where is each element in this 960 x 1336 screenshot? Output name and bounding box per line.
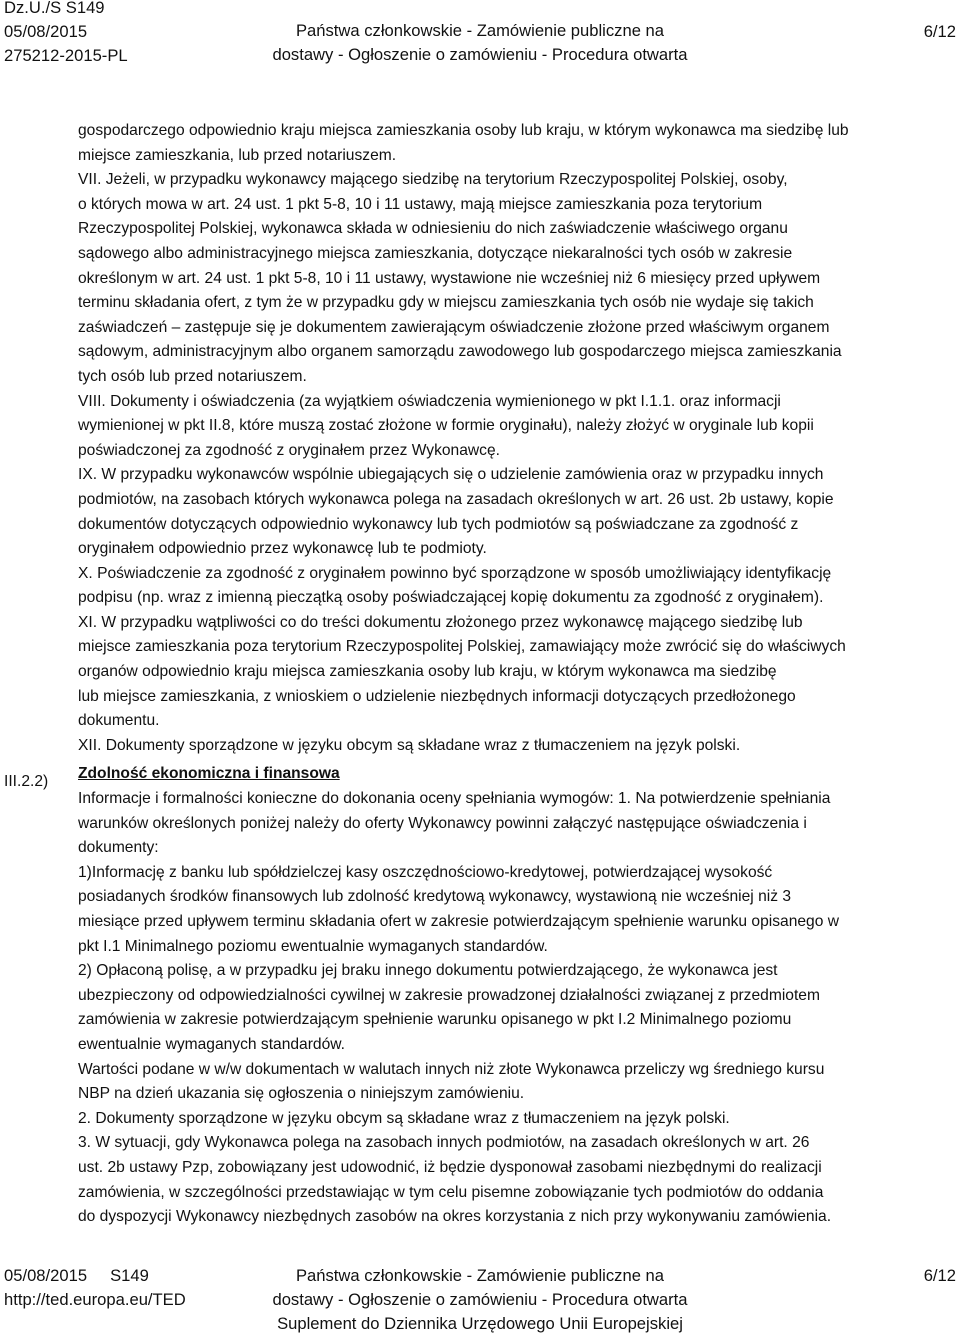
text-line: warunków określonych poniżej należy do oferty Wykonawcy powinni załączyć następujące oświadczenia i [78,814,807,832]
paragraph-block [78,787,956,1230]
text-line: Rzeczypospolitej Polskiej, wykonawca składa w odniesieniu do nich zaświadczenie właściwego organu [78,220,788,238]
text-line: VII. Jeżeli, w przypadku wykonawcy mającego siedzibę na terytorium Rzeczypospolitej Polskiej, osoby, [78,171,788,189]
paragraph-block [78,119,956,758]
footer-supplement: Suplement do Dziennika Urzędowego Unii Europejskiej [277,1314,683,1333]
text-line: poświadczonej za zgodność z oryginałem przez Wykonawcę. [78,441,500,459]
header-page-number: 6/12 [923,22,956,41]
journal-ref: Dz.U./S S149 [4,0,105,17]
text-line: podmiotów, na zasobach których wykonawca polega na zasadach określonych w art. 26 ust. 2b ustawy, kopie [78,490,834,508]
text-line: 2. Dokumenty sporządzone w języku obcym są składane wraz z tłumaczeniem na język polski. [78,1109,730,1127]
text-line: dokumentów dotyczących odpowiednio wykonawcy lub tych podmiotów są poświadczane za zgodność z [78,515,799,533]
text-line: 1)Informację z banku lub spółdzielczej kasy oszczędnościowo-kredytowej, potwierdzającej wysokość [78,863,773,881]
text-line: ust. 2b ustawy Pzp, zobowiązany jest udowodnić, iż będzie dysponował zasobami niezbędnymi do realizacji [78,1158,822,1176]
text-line: gospodarczego odpowiednio kraju miejsca zamieszkania osoby lub kraju, w którym wykonawca ma siedzibę lub [78,122,849,139]
text-line: IX. W przypadku wykonawców wspólnie ubiegających się o udzielenie zamówienia oraz w przypadku innych [78,466,824,484]
text-line: Informacje i formalności konieczne do dokonania oceny spełniania wymogów: 1. Na potwierdzenie spełniania [78,790,831,808]
text-line: terminu składania ofert, z tym że w przypadku gdy w miejscu zamieszkania tych osób nie wydaje się takich [78,294,814,312]
text-line: organów odpowiednio kraju miejsca zamieszkania osoby lub kraju, w którym wykonawca ma siedzibę [78,663,777,681]
text-line: NBP na dzień ukazania się ogłoszenia o niniejszym zamówieniu. [78,1085,525,1103]
footer-url: http://ted.europa.eu/TED [4,1290,186,1309]
footer-title-line: Państwa członkowskie - Zamówienie publiczne na [295,1266,664,1285]
text-line: posiadanych środków finansowych lub zdolność kredytową wykonawcy, wystawioną nie wcześniej niż 3 [78,888,792,906]
text-line: podpisu (np. wraz z imienną pieczątką osoby poświadczającej kopię dokumentu za zgodność z oryginałem). [78,589,824,607]
text-line: zamówienia w zakresie potwierdzającym spełnienie warunku opisanego w pkt I.2 Minimalnego poziomu [78,1011,792,1029]
text-line: lub miejsce zamieszkania, z wnioskiem o udzielenie niezbędnych informacji dotyczących przedłożonego [78,687,796,705]
text-line: tych osób lub przed notariuszem. [78,367,307,385]
footer-title [0,1264,960,1336]
text-line: określonym w art. 24 ust. 1 pkt 5-8, 10 i 11 ustawy, wystawione nie wcześniej niż 6 miesięcy przed upływem [78,269,821,287]
text-line: Wartości podane w w/w dokumentach w walutach innych niż złote Wykonawca przeliczy wg średniego kursu [78,1060,825,1078]
text-line: 2) Opłaconą polisę, a w przypadku jej braku innego dokumentu potwierdzającego, że wykonawca jest [78,962,778,980]
header-title [0,19,960,67]
text-line: 3. W sytuacji, gdy Wykonawca polega na zasobach innych podmiotów, na zasadach określonych w art. 26 [78,1134,810,1152]
footer-page-number: 6/12 [923,1266,956,1285]
text-line: X. Poświadczenie za zgodność z oryginałem powinno być sporządzone w sposób umożliwiający identyfikację [78,564,832,582]
text-line: XI. W przypadku wątpliwości co do treści dokumentu złożonego przez wykonawcę mającego siedzibę lub [78,613,803,631]
text-line: oryginałem odpowiednio przez wykonawcę lub te podmioty. [78,540,487,558]
section-number: III.2.2) [4,773,49,790]
text-line: miesiące przed upływem terminu składania ofert w zakresie potwierdzającym spełnienie warunku opisanego w [78,913,839,930]
text-line: dokumentu. [78,712,160,730]
text-line: do dyspozycji Wykonawcy niezbędnych zasobów na okres korzystania z nich przy wykonywaniu zamówienia. [78,1208,832,1226]
text-line: ubezpieczony od odpowiedzialności cywilnej w zakresie prowadzonej działalności związanej z przedmiotem [78,986,820,1004]
section-heading: Zdolność ekonomiczna i finansowa [78,765,340,783]
publication-date: 05/08/2015 [4,22,88,41]
text-line: zaświadczeń – zastępuje się je dokumentem zawierającym oświadczenie złożone przed właściwym organem [78,318,830,336]
text-line: zamówienia, w szczególności przedstawiając w tym celu pisemne zobowiązanie tych podmiotów do oddania [78,1183,824,1201]
text-line: miejsce zamieszkania poza terytorium Rzeczypospolitej Polskiej, zamawiający może zwrócić się do właściwych [78,638,846,656]
text-line: VIII. Dokumenty i oświadczenia (za wyjątkiem oświadczenia wymienionego w pkt I.1.1. oraz informacji [78,392,781,410]
text-line: sądowym, administracyjnym albo organem samorządu zawodowego lub gospodarczego miejsca zamieszkania [78,343,842,361]
footer-title-line: dostawy - Ogłoszenie o zamówieniu - Procedura otwarta [272,1290,688,1309]
text-line: o których mowa w art. 24 ust. 1 pkt 5-8, 10 i 11 ustawy, mają miejsce zamieszkania poza terytorium [78,195,763,213]
text-line: dokumenty: [78,839,159,857]
header-title-line: dostawy - Ogłoszenie o zamówieniu - Procedura otwarta [272,45,688,64]
text-line: ewentualnie wymaganych standardów. [78,1035,345,1053]
text-line: wymienionej w pkt II.8, które muszą zostać złożone w formie oryginału), należy złożyć w oryginale lub kopii [78,417,814,435]
footer-date-issue: 05/08/2015 S149 [4,1266,149,1285]
text-line: miejsce zamieszkania, lub przed notariuszem. [78,146,397,164]
header-title-line: Państwa członkowskie - Zamówienie publiczne na [295,21,664,40]
text-line: pkt I.1 Minimalnego poziomu ewentualnie wymaganych standardów. [78,937,548,955]
text-line: XII. Dokumenty sporządzone w języku obcym są składane wraz z tłumaczeniem na język polski. [78,736,741,754]
text-line: sądowego albo administracyjnego miejsca zamieszkania, dotyczące niekaralności tych osób w zakresie [78,244,793,262]
document-body [78,119,956,1230]
notice-number: 275212-2015-PL [4,46,128,65]
